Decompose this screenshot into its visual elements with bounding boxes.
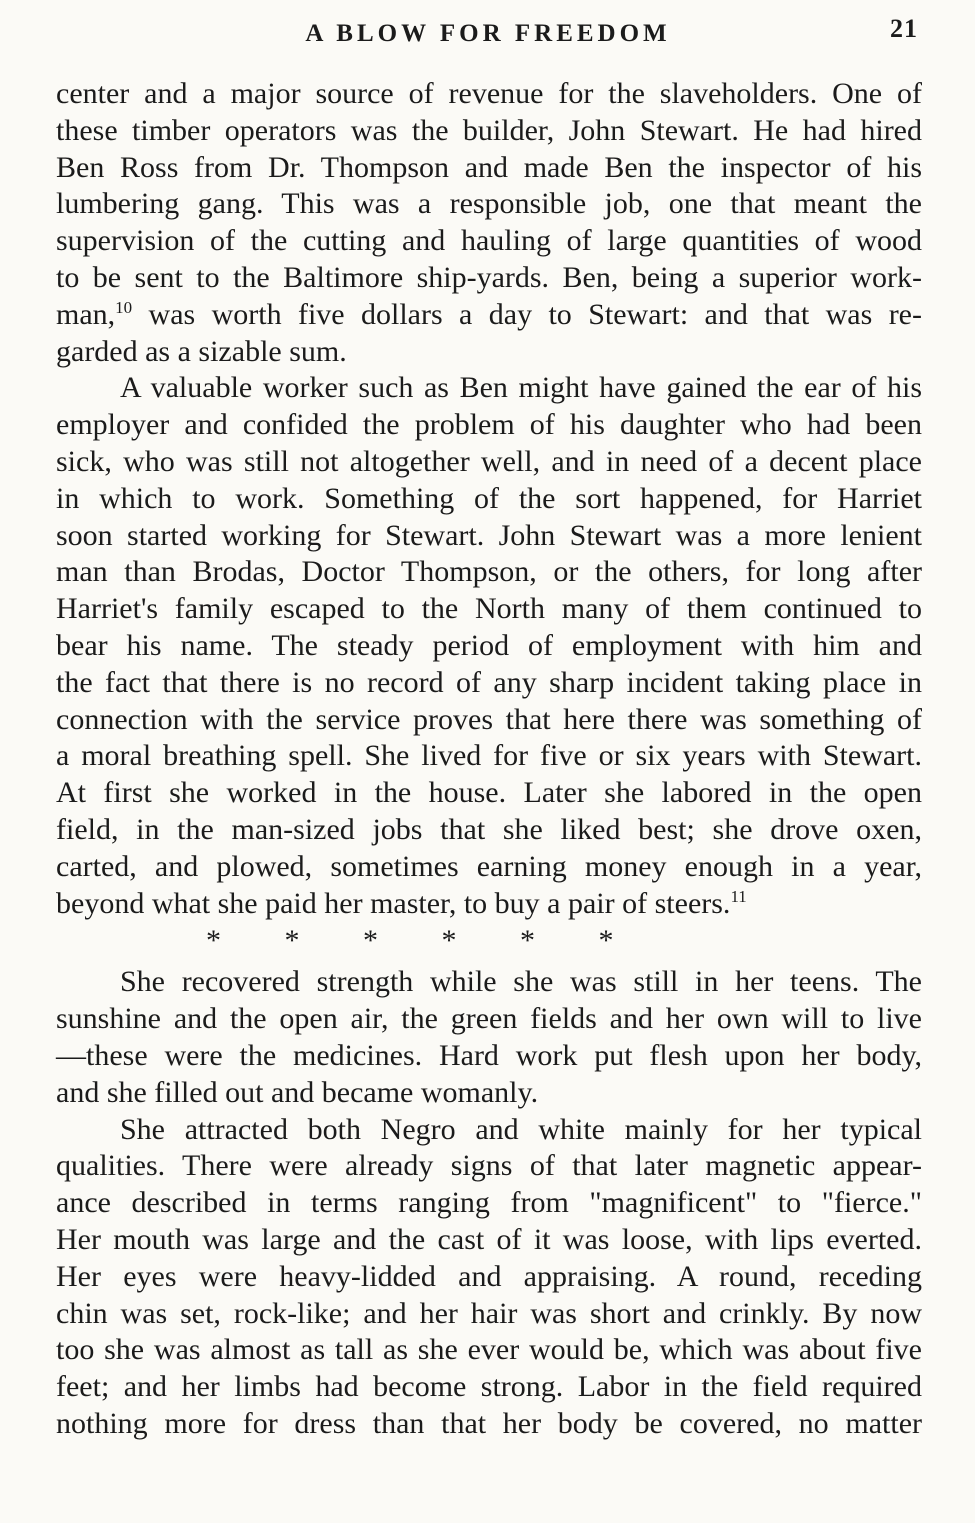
page-number: 21 [890, 14, 918, 43]
text-line: the fact that there is no record of any sharp incident taking place in [56, 665, 922, 699]
text-line: field, in the man-sized jobs that she liked best; she drove oxen, [56, 812, 922, 846]
body-text [56, 76, 922, 1443]
text-line: too she was almost as tall as she ever would be, which was about five [56, 1333, 922, 1367]
text-line: soon started working for Stewart. John Stewart was a more lenient [56, 518, 922, 552]
text-line: At first she worked in the house. Later she labored in the open [56, 776, 922, 810]
text-line: nothing more for dress than that her body be covered, no matter [56, 1406, 922, 1440]
text-line: employer and confided the problem of his daughter who had been [56, 408, 922, 442]
section-break: * * * * * * [206, 924, 616, 958]
text-fragment: was worth five dollars a day to Stewart: and that was re- [132, 297, 922, 331]
text-line: She attracted both Negro and white mainly for her typical [120, 1112, 922, 1146]
text-line: She recovered strength while she was still in her teens. The [120, 965, 922, 999]
text-line: man than Brodas, Doctor Thompson, or the others, for long after [56, 555, 922, 589]
text-line: sunshine and the open air, the green fields and her own will to live [56, 1002, 922, 1036]
text-line [56, 297, 922, 334]
text-line: Her mouth was large and the cast of it was loose, with lips everted. [56, 1222, 922, 1256]
footnote-marker: 10 [115, 297, 133, 317]
text-line: ance described in terms ranging from "magnificent" to "fierce." [56, 1186, 922, 1220]
text-line: and she filled out and became womanly. [56, 1075, 539, 1109]
text-line: Her eyes were heavy-lidded and appraising. A round, receding [56, 1259, 922, 1293]
text-line [56, 886, 922, 923]
text-line: garded as a sizable sum. [56, 334, 347, 368]
text-line: center and a major source of revenue for the slaveholders. One of [56, 77, 922, 110]
text-line: lumbering gang. This was a responsible job, one that meant the [56, 187, 922, 221]
running-head [56, 14, 920, 54]
running-title: A BLOW FOR FREEDOM [305, 20, 671, 47]
text-line: in which to work. Something of the sort happened, for Harriet [56, 481, 922, 515]
text-line: carted, and plowed, sometimes earning money enough in a year, [56, 849, 922, 883]
paragraph-2 [56, 370, 922, 922]
text-line: supervision of the cutting and hauling of large quantities of wood [56, 224, 922, 258]
text-line: A valuable worker such as Ben might have gained the ear of his [120, 371, 922, 405]
text-line: to be sent to the Baltimore ship-yards. Ben, being a superior work- [56, 260, 922, 294]
text-line: connection with the service proves that here there was something of [56, 702, 922, 736]
footnote-marker: 11 [730, 886, 747, 906]
text-line: these timber operators was the builder, John Stewart. He had hired [56, 113, 922, 147]
text-line: qualities. There were already signs of that later magnetic appear- [56, 1149, 922, 1183]
text-line: Harriet's family escaped to the North many of them continued to [56, 592, 922, 626]
paragraph-1 [56, 76, 922, 370]
text-line: sick, who was still not altogether well, and in need of a decent place [56, 444, 922, 478]
text-line: Ben Ross from Dr. Thompson and made Ben the inspector of his [56, 150, 922, 184]
text-line: feet; and her limbs had become strong. Labor in the field required [56, 1370, 922, 1404]
paragraph-3 [56, 964, 922, 1111]
text-line: a moral breathing spell. She lived for five or six years with Stewart. [56, 739, 922, 773]
text-line: chin was set, rock-like; and her hair was short and crinkly. By now [56, 1296, 922, 1330]
text-line: —these were the medicines. Hard work put flesh upon her body, [56, 1038, 922, 1072]
text-fragment: man, [56, 297, 116, 331]
text-line: bear his name. The steady period of employment with him and [56, 628, 922, 662]
paragraph-4 [56, 1112, 922, 1443]
text-fragment: beyond what she paid her master, to buy a pair of steers. [56, 886, 731, 920]
